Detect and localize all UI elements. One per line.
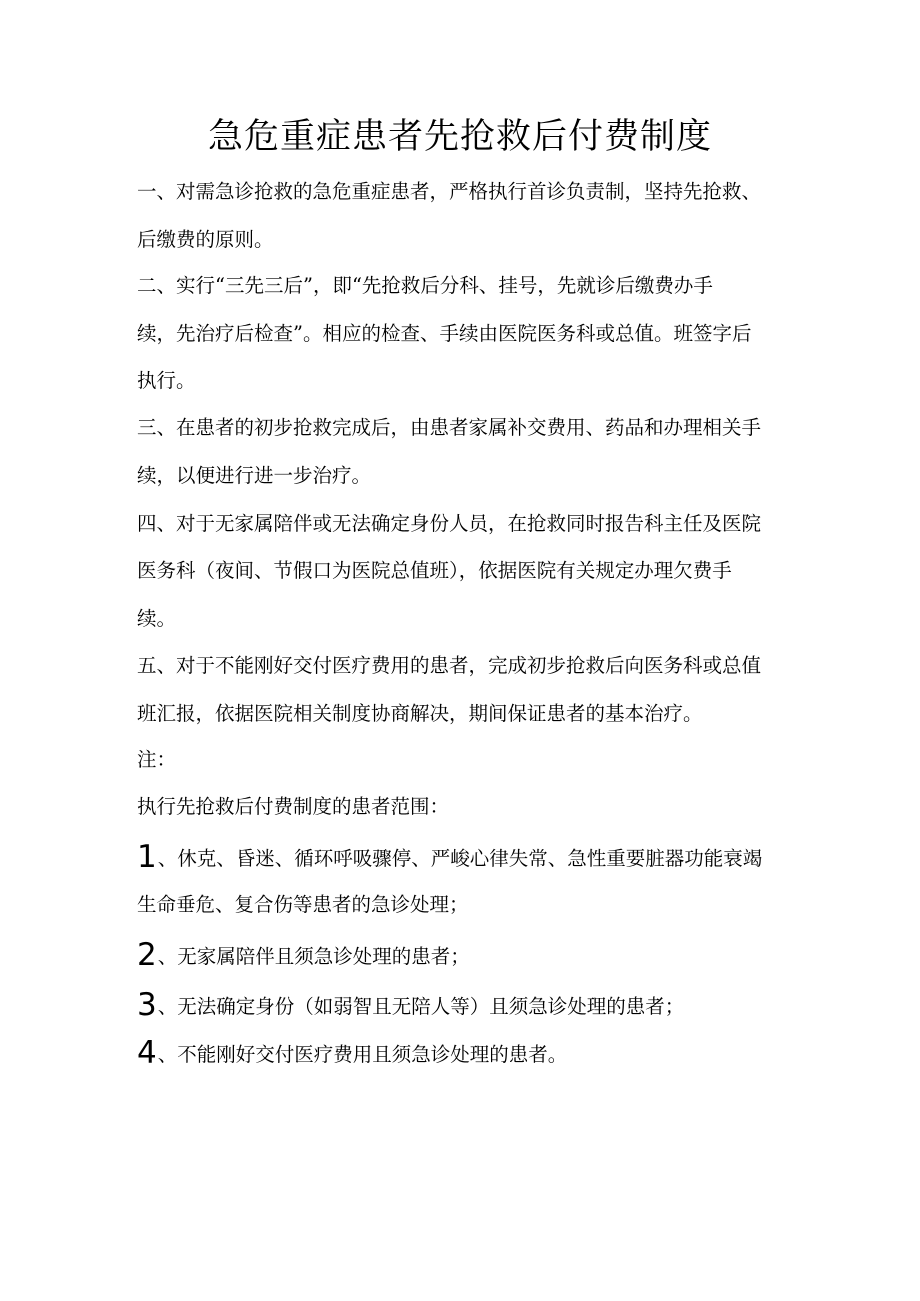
scope-item-4 — [137, 1035, 797, 1071]
paragraph-4-line-3: 续。 — [137, 607, 177, 630]
scope-item-text: 、无法确定身份（如弱智且无陪人等）且须急诊处理的患者； — [157, 995, 685, 1018]
scope-item-1 — [137, 839, 797, 875]
scope-heading: 执行先抢救后付费制度的患者范围： — [137, 795, 450, 818]
scope-item-number: 3 — [137, 987, 157, 1023]
scope-item-text: 、休克、昏迷、循环呼吸骤停、严峻心律失常、急性重要脏器功能衰竭 — [157, 847, 763, 870]
paragraph-1-line-2: 后缴费的原则。 — [137, 228, 274, 251]
paragraph-2-line-1: 二、实行“三先三后”，即“先抢救后分科、挂号，先就诊后缴费办手 — [137, 274, 713, 297]
scope-item-text: 、无家属陪伴且须急诊处理的患者； — [157, 945, 470, 968]
paragraph-2-line-3: 执行。 — [137, 369, 196, 392]
note-label: 注： — [137, 748, 177, 771]
paragraph-3-line-1: 三、在患者的初步抢救完成后，由患者家属补交费用、药品和办理相关手 — [137, 416, 762, 439]
scope-item-number: 1 — [137, 839, 157, 875]
paragraph-5-line-2: 班汇报，依据医院相关制度协商解决，期间保证患者的基本治疗。 — [137, 702, 703, 725]
paragraph-4-line-2: 医务科（夜间、节假口为医院总值班），依据医院有关规定办理欠费手 — [137, 559, 732, 582]
paragraph-4-line-1: 四、对于无家属陪伴或无法确定身份人员，在抢救同时报告科主任及医院 — [137, 512, 762, 535]
scope-item-3 — [137, 987, 797, 1023]
scope-item-number: 2 — [137, 937, 157, 973]
paragraph-5-line-1: 五、对于不能刚好交付医疗费用的患者，完成初步抢救后向医务科或总值 — [137, 654, 762, 677]
scope-item-2 — [137, 937, 797, 973]
paragraph-2-line-2: 续，先治疗后检查”。相应的检查、手续由医院医务科或总值。班签字后 — [137, 322, 752, 345]
paragraph-1-line-1: 一、对需急诊抢救的急危重症患者，严格执行首诊负责制，坚持先抢救、 — [137, 180, 762, 203]
scope-item-1-line-2: 生命垂危、复合伤等患者的急诊处理； — [137, 893, 469, 916]
paragraph-3-line-2: 续，以便进行进一步治疗。 — [137, 464, 372, 487]
scope-item-text: 、不能刚好交付医疗费用且须急诊处理的患者。 — [157, 1043, 568, 1066]
document-title: 急危重症患者先抢救后付费制度 — [207, 117, 712, 157]
scope-item-number: 4 — [137, 1035, 157, 1071]
